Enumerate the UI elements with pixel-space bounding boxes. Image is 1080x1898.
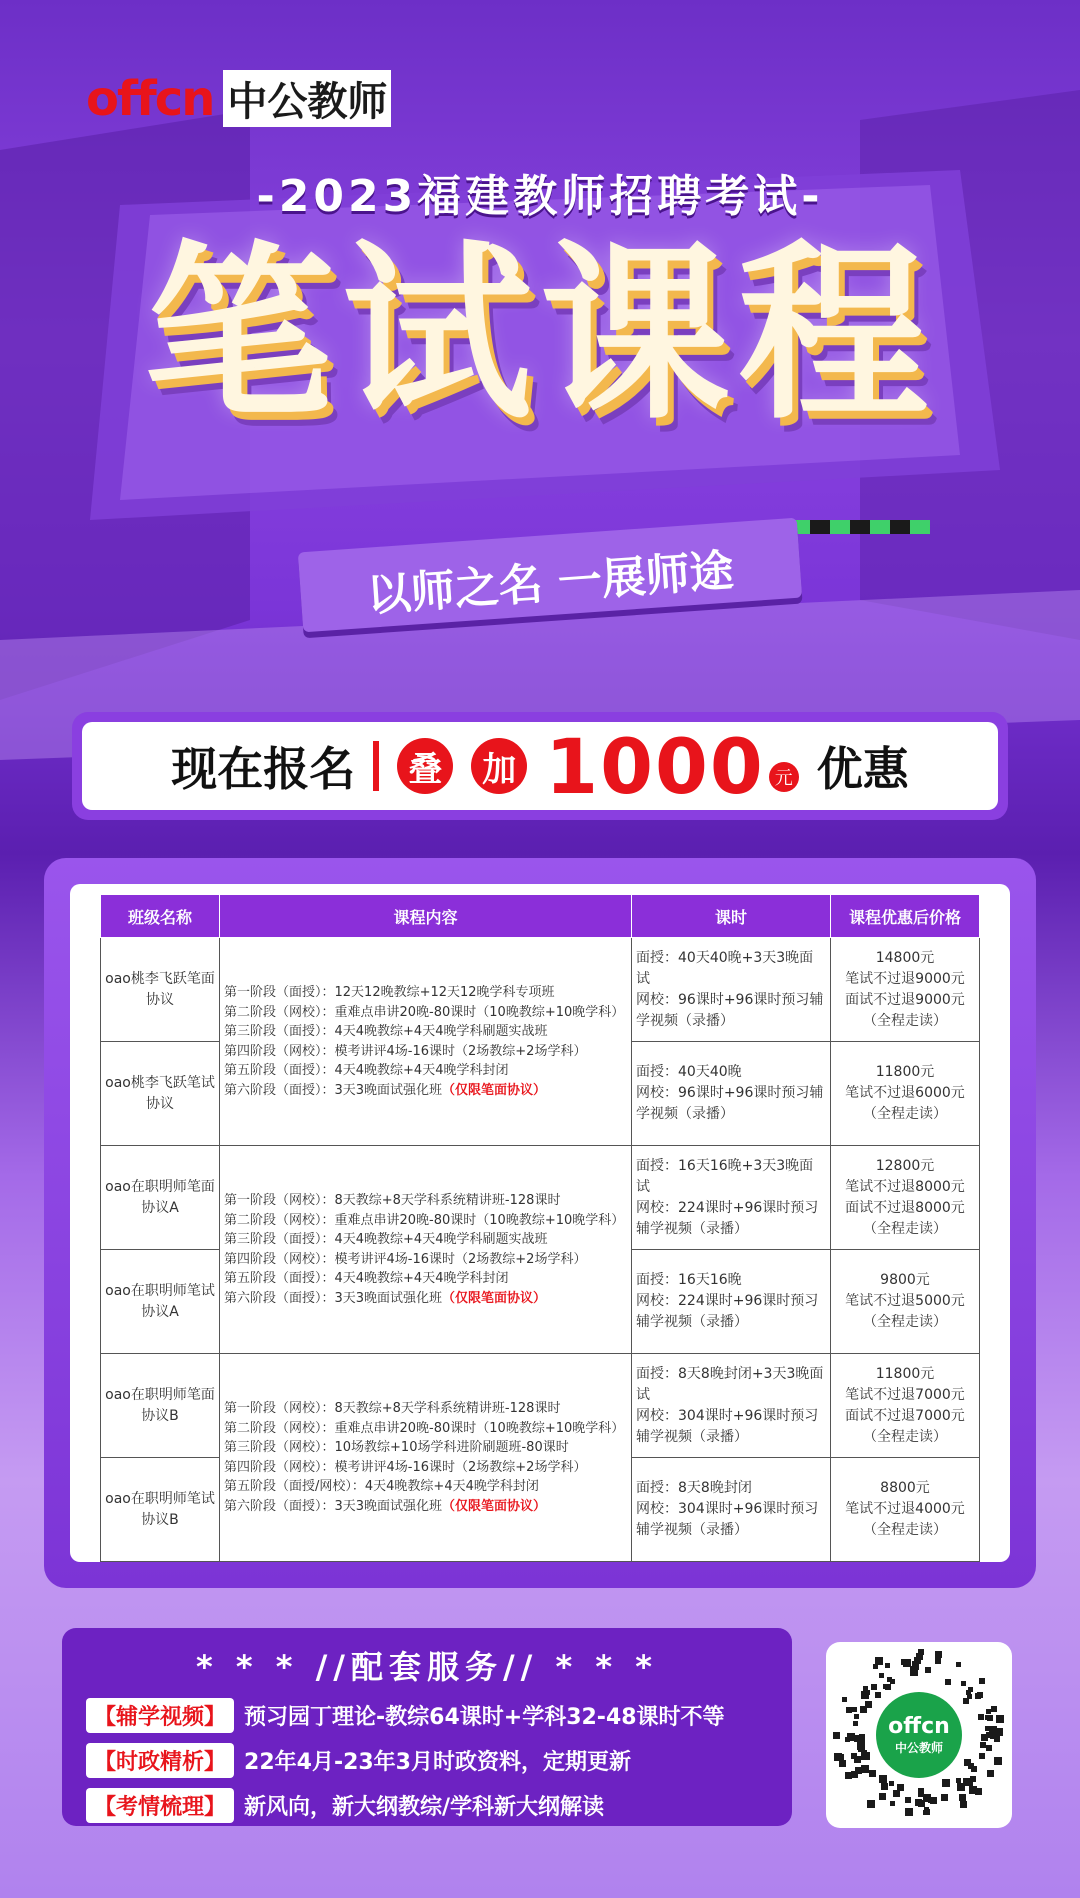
qr-module — [957, 1783, 965, 1791]
qr-module — [839, 1760, 846, 1767]
course-stage: 第五阶段（面授/网校）：4天4晚教综+4天4晚学科封闭 — [224, 1479, 539, 1494]
qr-module — [995, 1728, 1003, 1736]
qr-module — [890, 1801, 895, 1806]
qr-module — [969, 1786, 977, 1794]
qr-module — [865, 1690, 870, 1695]
course-stage-final — [224, 1497, 627, 1517]
price-line: 11800元 — [875, 1064, 935, 1080]
service-tag: 【考情梳理】 — [86, 1788, 234, 1823]
promo-stack-badge-2: 加 — [471, 738, 527, 794]
table-row — [101, 1354, 980, 1458]
qr-module — [928, 1798, 933, 1803]
qr-module — [854, 1756, 861, 1763]
service-tag: 【辅学视频】 — [86, 1698, 234, 1733]
hours-cell: 面授：16天16晚 网校：224课时+96课时预习辅学视频（录播） — [632, 1250, 831, 1354]
qr-module — [945, 1679, 951, 1685]
qr-module — [858, 1746, 864, 1752]
qr-module — [867, 1800, 875, 1808]
brand-logo — [86, 70, 391, 127]
qr-module — [881, 1783, 888, 1790]
course-stage: 第三阶段（网校）：10场教综+10场学科进阶刷题班-80课时 — [224, 1440, 569, 1455]
price-cell — [831, 1354, 980, 1458]
qr-module — [918, 1791, 924, 1797]
qr-module — [861, 1765, 869, 1773]
qr-module — [883, 1684, 888, 1689]
qr-module — [875, 1692, 881, 1698]
price-line: 面试不过退7000元 — [845, 1407, 965, 1424]
qr-module — [979, 1678, 985, 1684]
course-table — [100, 894, 980, 1562]
qr-module — [871, 1684, 877, 1690]
price-line: 笔试不过退6000元 — [845, 1085, 965, 1101]
course-stage: 第二阶段（网校）：重难点串讲20晚-80课时（10晚教综+10晚学科） — [224, 1420, 625, 1436]
qr-module — [986, 1745, 992, 1751]
course-content-cell — [220, 1146, 632, 1354]
qr-module — [852, 1707, 857, 1712]
qr-module — [879, 1673, 884, 1678]
qr-module — [903, 1659, 911, 1667]
course-stage-final — [224, 1289, 627, 1309]
qr-module — [956, 1662, 961, 1667]
course-stage: 第五阶段（面授）：4天4晚教综+4天4晚学科封闭 — [224, 1063, 509, 1078]
price-line: 14800元 — [875, 949, 935, 966]
class-name-cell: oao在职明师笔试协议B — [101, 1458, 220, 1562]
qr-module — [855, 1767, 862, 1774]
qr-module — [990, 1734, 995, 1739]
table-header-row — [101, 895, 980, 938]
price-line: 面试不过退9000元 — [845, 991, 965, 1008]
logo-cn: 中公教师 — [223, 70, 391, 127]
qr-module — [961, 1681, 966, 1686]
hours-cell: 面授：8天8晚封闭 网校：304课时+96课时预习辅学视频（录播） — [632, 1458, 831, 1562]
qr-module — [994, 1757, 1002, 1765]
price-line: （全程走读） — [863, 1220, 947, 1237]
price-line: （全程走读） — [863, 1428, 947, 1445]
course-stage-final-text: 第六阶段（面授）：3天3晚面试强化班 — [224, 1498, 443, 1514]
price-line: 笔试不过退4000元 — [845, 1501, 965, 1517]
qr-logo-en: offcn — [888, 1714, 950, 1739]
qr-module — [971, 1766, 977, 1772]
price-line: 面试不过退8000元 — [845, 1199, 965, 1216]
qr-module — [854, 1714, 859, 1719]
qr-module — [925, 1667, 931, 1673]
price-cell — [831, 1458, 980, 1562]
course-stage: 第三阶段（面授）：4天4晚教综+4天4晚学科刷题实战班 — [224, 1232, 548, 1247]
class-name-cell: oao在职明师笔面协议B — [101, 1354, 220, 1458]
course-stage: 第三阶段（面授）：4天4晚教综+4天4晚学科刷题实战班 — [224, 1024, 548, 1039]
price-line: （全程走读） — [863, 1314, 947, 1330]
qr-module — [845, 1772, 852, 1779]
price-cell — [831, 1146, 980, 1250]
qr-module — [885, 1663, 890, 1668]
qr-module — [890, 1679, 895, 1684]
qr-module — [905, 1797, 911, 1803]
price-line: 12800元 — [875, 1157, 935, 1174]
col-header-hours: 课时 — [632, 895, 831, 938]
hours-cell: 面授：40天40晚 网校：96课时+96课时预习辅学视频（录播） — [632, 1042, 831, 1146]
service-item — [86, 1743, 768, 1778]
course-content-cell — [220, 1354, 632, 1562]
qr-module — [863, 1686, 868, 1691]
price-cell — [831, 938, 980, 1042]
qr-module — [869, 1770, 876, 1777]
course-stage-final-text: 第六阶段（面授）：3天3晚面试强化班 — [224, 1290, 443, 1306]
promo-discount: 优惠 — [816, 742, 909, 796]
course-stage: 第五阶段（面授）：4天4晚教综+4天4晚学科封闭 — [224, 1271, 509, 1286]
qr-module — [879, 1793, 886, 1800]
qr-module — [977, 1692, 983, 1698]
price-line: 8800元 — [880, 1480, 930, 1496]
slogan-text: 以师之名 一展师途 — [365, 545, 736, 622]
qr-module — [979, 1753, 985, 1759]
price-line: 笔试不过退7000元 — [845, 1386, 965, 1403]
services-title: * * * //配套服务// * * * — [195, 1648, 658, 1686]
service-text: 新风向，新大纲教综/学科新大纲解读 — [244, 1795, 605, 1820]
qr-module — [963, 1698, 969, 1704]
course-table-container — [70, 884, 1010, 1562]
qr-module — [924, 1809, 930, 1815]
class-name-cell: oao在职明师笔面协议A — [101, 1146, 220, 1250]
promo-stack-badge-1: 叠 — [397, 738, 453, 794]
promo-yuan-badge: 元 — [769, 762, 799, 792]
qr-module — [915, 1799, 922, 1806]
service-item — [86, 1698, 768, 1733]
course-table-frame — [44, 858, 1036, 1588]
col-header-price: 课程优惠后价格 — [831, 895, 980, 938]
qr-module — [966, 1690, 971, 1695]
course-stage-final-text: 第六阶段（面授）：3天3晚面试强化班 — [224, 1082, 443, 1098]
price-line: （全程走读） — [863, 1012, 947, 1029]
price-line: 笔试不过退8000元 — [845, 1178, 965, 1195]
col-header-class: 班级名称 — [101, 895, 220, 938]
course-stage: 第四阶段（网校）：模考讲评4场-16课时（2场教综+2场学科） — [224, 1043, 587, 1059]
promo-amount: 1000 — [545, 721, 765, 811]
service-item — [86, 1788, 768, 1823]
course-stage-highlight: （仅限笔面协议） — [442, 1290, 547, 1306]
qr-module — [889, 1781, 894, 1786]
price-line: 笔试不过退5000元 — [845, 1293, 965, 1309]
promo-inner — [82, 722, 998, 810]
qr-module — [996, 1715, 1004, 1723]
course-stage-highlight: （仅限笔面协议） — [442, 1082, 547, 1098]
price-line: 9800元 — [880, 1272, 930, 1288]
qr-module — [862, 1752, 870, 1760]
qr-module — [989, 1772, 994, 1777]
table-row — [101, 938, 980, 1042]
course-stage: 第一阶段（网校）：8天教综+8天学科系统精讲班-128课时 — [224, 1401, 561, 1416]
class-name-cell: oao桃李飞跃笔试协议 — [101, 1042, 220, 1146]
class-name-cell: oao桃李飞跃笔面协议 — [101, 938, 220, 1042]
promo-banner[interactable] — [72, 712, 1008, 820]
qr-module — [942, 1779, 950, 1787]
logo-en: offcn — [86, 70, 214, 127]
hero-title: 笔试课程 — [143, 224, 936, 445]
course-stage-final — [224, 1081, 627, 1101]
course-stage: 第二阶段（网校）：重难点串讲20晚-80课时（10晚教综+10晚学科） — [224, 1212, 625, 1228]
price-line: （全程走读） — [863, 1522, 947, 1538]
qr-logo-cn: 中公教师 — [894, 1741, 943, 1755]
exam-subtitle: -2023福建教师招聘考试- — [256, 171, 824, 222]
qr-module — [960, 1801, 967, 1808]
qr-code[interactable] — [826, 1642, 1012, 1828]
services-panel — [62, 1628, 792, 1826]
table-row — [101, 1146, 980, 1250]
qr-module — [912, 1661, 919, 1668]
service-text: 预习园丁理论-教综64课时+学科32-48课时不等 — [244, 1705, 725, 1730]
course-stage: 第二阶段（网校）：重难点串讲20晚-80课时（10晚教综+10晚学科） — [224, 1004, 625, 1020]
qr-module — [893, 1790, 900, 1797]
course-stage-highlight: （仅限笔面协议） — [442, 1498, 547, 1514]
promo-divider — [373, 741, 379, 791]
qr-module — [935, 1658, 941, 1664]
price-line: 笔试不过退9000元 — [845, 970, 965, 987]
col-header-content: 课程内容 — [220, 895, 632, 938]
course-stage: 第一阶段（面授）：12天12晚教综+12天12晚学科专项班 — [224, 985, 555, 1000]
course-stage: 第四阶段（网校）：模考讲评4场-16课时（2场教综+2场学科） — [224, 1251, 587, 1267]
service-tag: 【时政精析】 — [86, 1743, 234, 1778]
service-text: 22年4月-23年3月时政资料，定期更新 — [244, 1750, 631, 1775]
price-cell — [831, 1042, 980, 1146]
qr-module — [905, 1808, 913, 1816]
course-content-cell — [220, 938, 632, 1146]
qr-module — [842, 1697, 847, 1702]
price-cell — [831, 1250, 980, 1354]
hours-cell: 面授：16天16晚+3天3晚面试 网校：224课时+96课时预习辅学视频（录播） — [632, 1146, 831, 1250]
qr-module — [941, 1794, 948, 1801]
qr-module — [987, 1715, 993, 1721]
qr-module — [853, 1721, 858, 1726]
qr-module — [846, 1707, 852, 1713]
hours-cell: 面授：8天8晚封闭+3天3晚面试 网校：304课时+96课时预习辅学视频（录播） — [632, 1354, 831, 1458]
table-body — [101, 938, 980, 1562]
class-name-cell: oao在职明师笔试协议A — [101, 1250, 220, 1354]
course-stage: 第四阶段（网校）：模考讲评4场-16课时（2场教综+2场学科） — [224, 1459, 587, 1475]
qr-module — [854, 1735, 861, 1742]
price-line: （全程走读） — [863, 1106, 947, 1122]
qr-module — [833, 1732, 840, 1739]
course-stage: 第一阶段（网校）：8天教综+8天学科系统精讲班-128课时 — [224, 1193, 561, 1208]
qr-center-logo — [876, 1692, 962, 1778]
price-line: 11800元 — [875, 1365, 935, 1382]
qr-module — [986, 1709, 991, 1714]
qr-module — [875, 1657, 883, 1665]
qr-module — [991, 1706, 997, 1712]
qr-module — [978, 1714, 984, 1720]
qr-module — [860, 1706, 867, 1713]
hours-cell: 面授：40天40晚+3天3晚面试 网校：96课时+96课时预习辅学视频（录播） — [632, 938, 831, 1042]
qr-module — [970, 1776, 976, 1782]
promo-now: 现在报名 — [171, 742, 356, 796]
qr-module — [918, 1649, 924, 1655]
